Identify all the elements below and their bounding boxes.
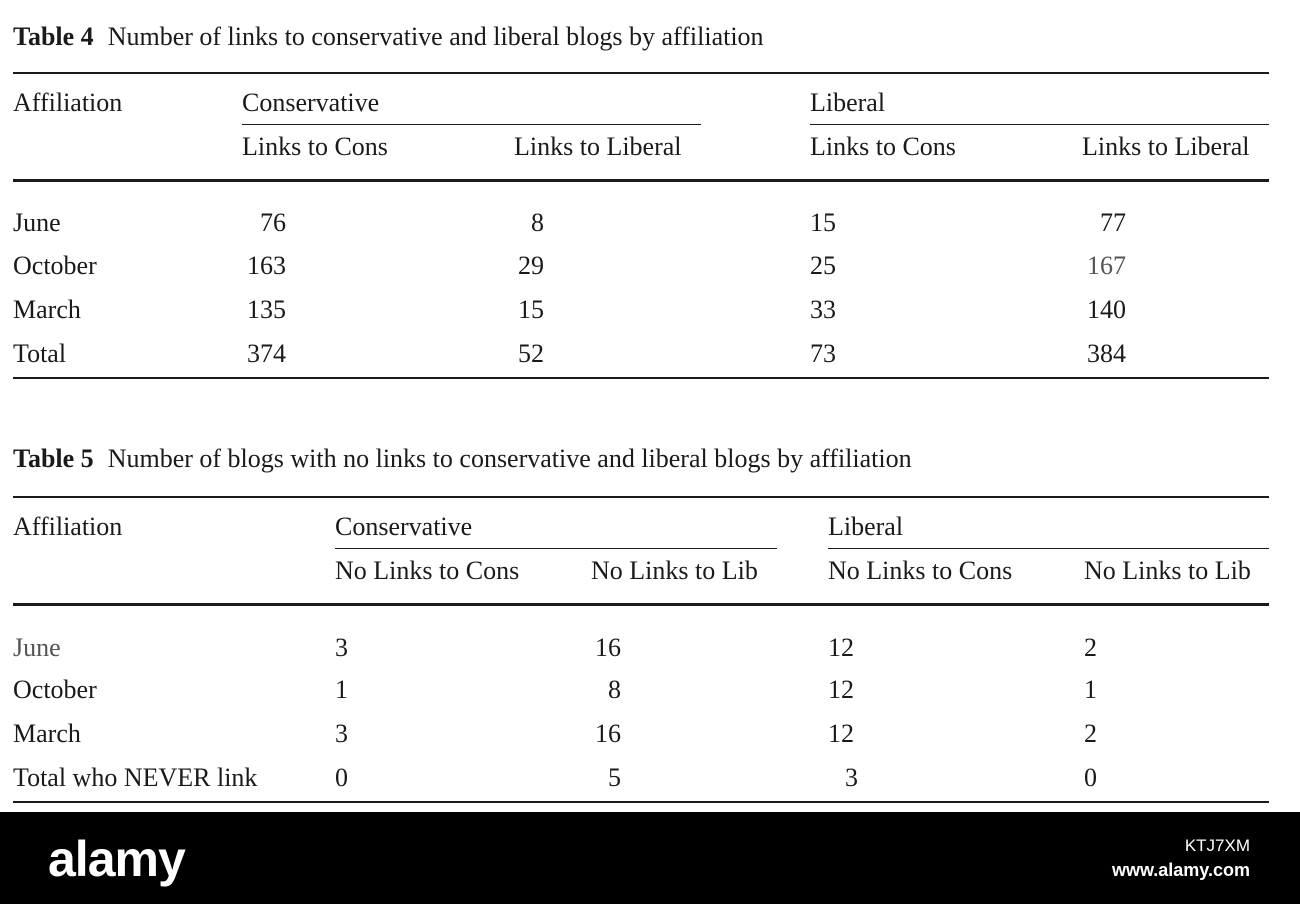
watermark-footer [0,812,1300,904]
table-4-bottom-rule [13,377,1269,379]
table-5-subheader: No Links to Cons [828,556,1013,585]
table-5-subheader: No Links to Lib [1084,556,1251,585]
row-label: March [13,719,81,748]
table-cell: 163 [247,251,286,280]
table-cell: 15 [810,208,836,237]
table-cell: 1 [1084,675,1097,704]
table-5-caption [13,444,912,474]
table-5-header-rule [13,603,1269,606]
table-5-subheader: No Links to Lib [591,556,758,585]
row-label: June [13,208,61,237]
row-label: March [13,295,81,324]
table-cell: 3 [845,763,858,792]
site-url: www.alamy.com [1111,860,1250,880]
table-4-subheader: Links to Cons [810,132,956,161]
table-cell: 12 [828,719,854,748]
table-cell: 3 [335,633,348,662]
table-cell: 0 [335,763,348,792]
table-4-subheader: Links to Liberal [514,132,682,161]
table-4-subheader: Links to Cons [242,132,388,161]
table-4-header-rule [13,179,1269,182]
row-label: October [13,675,97,704]
table-cell: 140 [1087,295,1126,324]
table-5-group-rule-conservative [335,548,777,549]
table-cell: 76 [260,208,286,237]
table-5-bottom-rule [13,801,1269,803]
table-cell: 12 [828,633,854,662]
table-4-group-liberal: Liberal [810,88,886,117]
table-cell: 29 [518,251,544,280]
table-4-label: Table 4 [13,22,94,51]
table-cell: 5 [608,763,621,792]
row-label: June [13,633,61,662]
table-cell: 374 [247,339,286,368]
table-5-top-rule [13,496,1269,498]
table-cell: 0 [1084,763,1097,792]
table-4-caption [13,22,764,52]
table-cell: 12 [828,675,854,704]
table-cell: 2 [1084,633,1097,662]
table-5-title: Number of blogs with no links to conservative and liberal blogs by affiliation [107,444,912,473]
table-cell: 8 [531,208,544,237]
table-5-row-header: Affiliation [13,512,123,541]
table-4-subheader: Links to Liberal [1082,132,1250,161]
table-cell: 8 [608,675,621,704]
table-cell: 33 [810,295,836,324]
table-cell: 384 [1087,339,1126,368]
row-label: October [13,251,97,280]
row-label: Total who NEVER link [13,763,258,792]
table-cell: 135 [247,295,286,324]
table-cell: 16 [595,719,621,748]
table-cell: 15 [518,295,544,324]
table-cell: 73 [810,339,836,368]
stock-id [1112,834,1250,882]
table-cell: 1 [335,675,348,704]
table-cell: 16 [595,633,621,662]
table-4-top-rule [13,72,1269,74]
table-4-row-header: Affiliation [13,88,123,117]
row-label: Total [13,339,67,368]
table-4-group-conservative: Conservative [242,88,380,117]
alamy-logo: alamy [48,831,185,887]
table-cell: 25 [810,251,836,280]
table-4-group-rule-conservative [242,124,701,125]
table-5-group-conservative: Conservative [335,512,473,541]
table-cell: 2 [1084,719,1097,748]
table-5-group-rule-liberal [828,548,1269,549]
table-5-group-liberal: Liberal [828,512,904,541]
table-cell: 167 [1087,251,1126,280]
image-id: KTJ7XM [1184,836,1250,855]
table-cell: 3 [335,719,348,748]
table-5-label: Table 5 [13,444,94,473]
table-cell: 77 [1100,208,1126,237]
table-4-group-rule-liberal [810,124,1269,125]
table-4-title: Number of links to conservative and liberal blogs by affiliation [107,22,764,51]
table-5-subheader: No Links to Cons [335,556,520,585]
table-cell: 52 [518,339,544,368]
